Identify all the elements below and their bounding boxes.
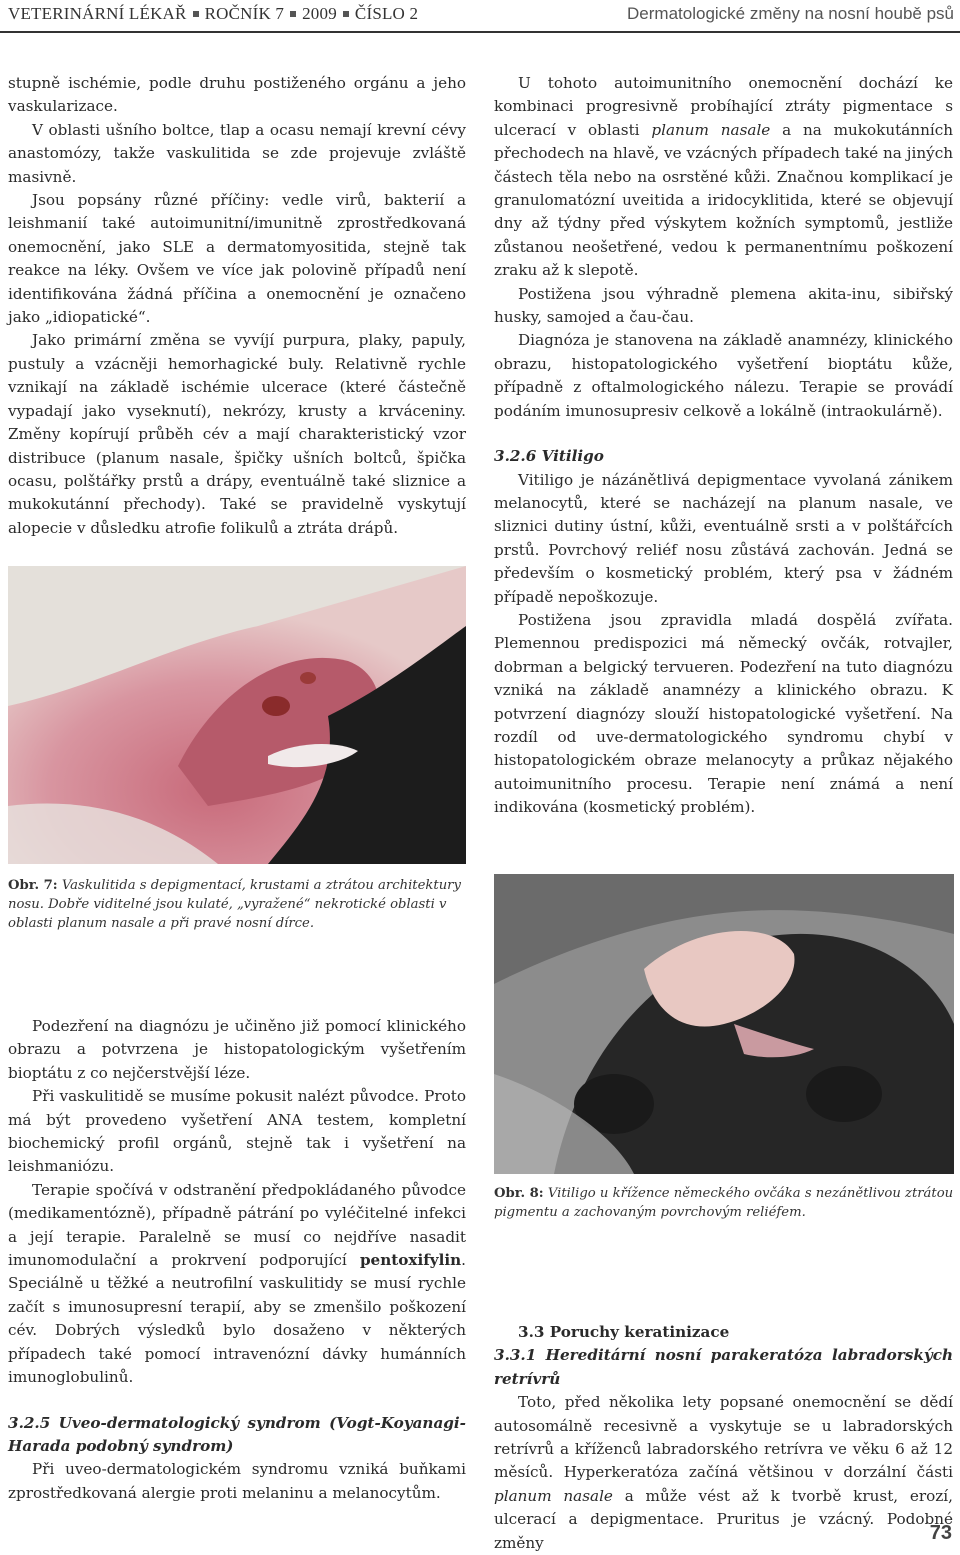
paragraph: Při uveo-dermatologickém syndromu vzniká buňkami zprostředkovaná alergie proti melaninu a melanocytům. xyxy=(8,1460,466,1502)
section-heading: 3.2.5 Uveo-dermatologický syndrom (Vogt-Koyanagi-Harada podobný syndrom) xyxy=(8,1413,466,1455)
separator-square-icon xyxy=(193,11,199,17)
figure-7-caption xyxy=(8,876,468,933)
journal-volume: ROČNÍK 7 xyxy=(204,4,285,23)
paragraph: Jsou popsány různé příčiny: vedle virů, bakterií a leishmanií také autoimunitní/imunitně zprostředkovaná onemocnění, jako SLE a dermatomyositida, stejně tak reakce na léky. Ovšem ve více jak polovině případů není identifikována žádná příčina a onemocnění je označeno jako „idiopatické“. xyxy=(8,191,466,327)
separator-square-icon xyxy=(290,11,296,17)
paragraph: Postižena jsou zpravidla mladá dospělá zvířata. Plemennou predispozici má německý ovčák, rotvajler, dobrman a belgický tervueren. Podezření na tuto diagnózu vzniká na základě anamnézy a klinického obrazu. K potvrzení diagnózy slouží histopatologické vyšetření. Na rozdíl od uve-dermatologického syndromu chybí v histopatologickém obraze melanocyty a průkaz nějakého autoimunitního procesu. Terapie není známá a není indikována (kosmetický problém). xyxy=(494,610,953,817)
paragraph-text: a může vést až k tvorbě krust, erozí, ulcerací a depigmentace. Pruritus je vzácný. Podobné změny xyxy=(494,1486,953,1552)
right-column-bottom xyxy=(494,1321,953,1555)
caption-text: Vaskulitida s depigmentací, krustami a ztrátou architektury nosu. Dobře viditelné jsou kulaté, „vyražené“ nekrotické oblasti v oblasti planum nasale a při pravé nosní dírce. xyxy=(8,878,461,931)
figure-7-photo xyxy=(8,566,466,864)
dog-nose-vasculitis-image xyxy=(8,566,466,864)
paragraph-text: Toto, před několika lety popsané onemocnění se dědí autosomálně recesivně a vyskytuje se u labradorských retrívrů a kříženců labradorského retrívra ve věku 6 až 12 měsíců. Hyperkeratóza začíná většinou v dorzální části xyxy=(494,1393,953,1482)
italic-term: planum nasale xyxy=(651,120,771,139)
paragraph: V oblasti ušního boltce, tlap a ocasu nemají krevní cévy anastomózy, takže vaskulitida se zde projevuje zvláště masivně. xyxy=(8,120,466,186)
paragraph: Podezření na diagnózu je učiněno již pomocí klinického obrazu a potvrzena je histopatologickým vyšetřením bioptátu z co nejčerstvější léze. xyxy=(8,1017,466,1082)
article-title: Dermatologické změny na nosní houbě psů xyxy=(627,4,954,23)
figure-8-caption xyxy=(494,1184,954,1222)
page-number: 73 xyxy=(929,1522,952,1544)
figure-8-photo xyxy=(494,874,954,1174)
figure-label: Obr. 8: xyxy=(494,1186,544,1201)
header-rule xyxy=(0,31,960,33)
paragraph: Při vaskulitidě se musíme pokusit nalézt původce. Proto má být provedeno vyšetření ANA testem, kompletní biochemický profil orgánů, stejně tak i vyšetření na leishmaniózu. xyxy=(8,1087,466,1176)
paragraph xyxy=(494,72,953,283)
separator-square-icon xyxy=(343,11,349,17)
italic-term: planum nasale xyxy=(494,1486,613,1505)
caption-text: Vitiligo u křížence německého ovčáka s nezánětlivou ztrátou pigmentu a zachovaným povrchovým reliéfem. xyxy=(494,1186,954,1220)
dog-nose-vitiligo-image xyxy=(494,874,954,1174)
right-column-top xyxy=(494,72,953,820)
left-column-bottom xyxy=(8,1015,466,1505)
paragraph xyxy=(8,1179,466,1390)
left-column-top xyxy=(8,72,466,540)
journal-issue: ČÍSLO 2 xyxy=(354,4,419,23)
paragraph xyxy=(494,1391,953,1555)
paragraph-text: Terapie spočívá v odstranění předpokládaného původce (medikamentózně), případně pátrání po vyléčitelné infekci a její terapie. Paralelně se musí co nejdříve nasadit imunomodulační a prokrvení podporující xyxy=(8,1180,466,1270)
section-heading: 3.2.6 Vitiligo xyxy=(494,447,604,466)
journal-year: 2009 xyxy=(302,4,337,23)
paragraph: Jako primární změna se vyvíjí purpura, plaky, papuly, pustuly a vzácněji hemorhagické buly. Relativně rychle vznikají na základě ischémie ulcerace (které částečně vypadají jako vyseknutí), nekrózy, krusty a krváceniny. Změny kopírují průběh cév a mají charakteristický vzor distribuce (planum nasale, špičky ušních boltců, špička ocasu, polštářky prstů a drápy, eventuálně také sliznice a mukokutánní přechody). Také se pravidelně vyskytují alopecie v důsledku atrofie folikulů a ztráta drápů. xyxy=(8,331,466,537)
paragraph: stupně ischémie, podle druhu postiženého orgánu a jeho vaskularizace. xyxy=(8,74,466,116)
paragraph-text: U tohoto autoimunitního onemocnění dochází ke kombinaci progresivně probíhající ztráty pigmentace s ulcerací v oblasti xyxy=(494,74,953,139)
paragraph: Vitiligo je názánětlivá depigmentace vyvolaná zánikem melanocytů, které se nacházejí na planum nasale, ve sliznici dutiny ústní, kůži, eventuálně srsti a v polštářcích prstů. Povrchový reliéf nosu zůstává zachován. Jedná se především o kosmetický problém, který psa v žádném případě nepoškozuje. xyxy=(494,470,953,606)
journal-name: VETERINÁRNÍ LÉKAŘ xyxy=(8,4,187,23)
paragraph-text: . Speciálně u těžké a neutrofilní vaskulitidy se musí rychle začít s imunosupresní terapií, aby se zmenšilo poškození cév. Dobrých výsledků bylo dosaženo v některých případech také pomocí intravenózní dávky humánních imunoglobulinů. xyxy=(8,1251,466,1387)
drug-name: pentoxifylin xyxy=(359,1251,462,1270)
paragraph-text: a na mukokutánních přechodech na hlavě, ve vzácných případech také na jiných částech těla nebo na osrstěné kůži. Značnou komplikací je granulomatózní uveitida a iridocyklitida, které se objevují dny až týdny před výskytem kožních symptomů, jestliže zůstanou neošetřené, vedou k permanentnímu poškození zraku až k slepotě. xyxy=(494,120,953,280)
figure-label: Obr. 7: xyxy=(8,878,58,893)
page-header xyxy=(0,0,960,34)
paragraph: Diagnóza je stanovena na základě anamnézy, klinického obrazu, histopatologického vyšetření bioptátu kůže, případně z oftalmologického nálezu. Terapie se provádí podáním imunosupresiv celkově a lokálně (intraokulárně). xyxy=(494,331,953,420)
paragraph: Postižena jsou výhradně plemena akita-inu, sibiřský husky, samojed a čau-čau. xyxy=(494,284,953,327)
section-heading: 3.3 Poruchy keratinizace xyxy=(518,1323,730,1341)
journal-info xyxy=(8,4,418,24)
subsection-heading: 3.3.1 Hereditární nosní parakeratóza labradorských retrívrů xyxy=(494,1346,953,1388)
